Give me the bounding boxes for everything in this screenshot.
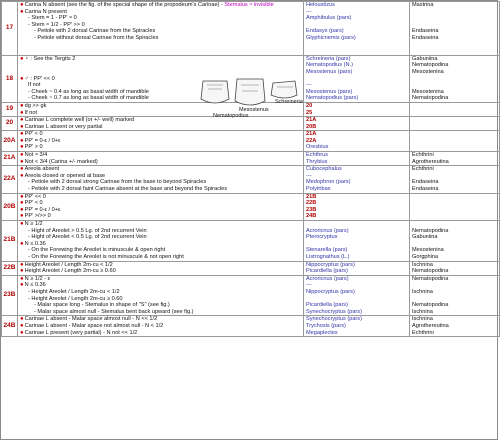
- genus-name: [306, 296, 407, 303]
- key-row: [2, 316, 500, 337]
- tribe-name: Ischnina: [412, 288, 433, 295]
- genus-cell: [304, 2, 410, 56]
- genus-name: Pterocryptus: [306, 234, 338, 241]
- description-text: - Malar space almost null - Stemalus bent back upward (see fig.): [34, 308, 194, 315]
- description-text: Areola closed or opened at base: [24, 172, 106, 179]
- description-text: - Malar space long - Stemalus in shape of "S" (see fig.): [34, 302, 170, 309]
- couplet-number: 24B: [2, 316, 18, 337]
- key-row: [2, 261, 500, 275]
- genus-name: Medophron (pars): [306, 179, 351, 186]
- description-text: - Stem = 1 - PP' ≈ 0: [28, 15, 77, 22]
- schreineria-figure: [271, 81, 297, 98]
- description-text: ♀ : See the Tergits 2: [24, 55, 76, 62]
- couplet-description: [18, 117, 304, 131]
- bullet-icon: ●: [20, 137, 24, 144]
- bullet-icon: ●: [20, 172, 24, 179]
- couplet-number: 21A: [2, 152, 18, 166]
- key-row: [2, 275, 500, 316]
- description-line: [20, 276, 301, 283]
- description-line: [20, 28, 301, 35]
- tribe-name: [412, 48, 497, 55]
- bullet-icon: ●: [20, 221, 24, 227]
- description-text: If not: [24, 109, 38, 116]
- description-line: [20, 173, 301, 180]
- bullet-icon: ●: [20, 2, 24, 8]
- description-line: [20, 2, 301, 9]
- description-text: - Petiole with 2 dorsal Carinae from the Spiracles: [34, 28, 156, 35]
- key-row: [2, 193, 500, 220]
- description-line: [20, 159, 301, 166]
- genus-name: Endasys (pars): [306, 28, 344, 35]
- genus-name: ---: [306, 82, 312, 89]
- description-line: [20, 221, 301, 228]
- description-text: ♂ : PP' << 0: [24, 75, 55, 82]
- tribe-name: Endaseina: [412, 179, 439, 186]
- tribe-name: [412, 200, 497, 207]
- genus-cell: [304, 55, 410, 102]
- mesostenus-figure: [235, 79, 265, 105]
- genus-name: Cubocephalus: [306, 166, 342, 173]
- description-text: Not < 3/4 (Carina +/- marked): [24, 158, 98, 165]
- description-text: Carinae L absent - Malar space not almost null - N < 1/2: [24, 322, 164, 329]
- couplet-number: 20A: [2, 131, 18, 152]
- description-text: - Petiole with 2 dorsal strong Carinae from the base to beyond Spiracles: [28, 179, 207, 186]
- genus-name: Acroricnus (pars): [306, 227, 349, 234]
- description-line: [20, 144, 301, 151]
- description-line: [20, 330, 301, 337]
- genus-cell: [304, 261, 410, 275]
- genus-name: Nippocryptus (pars): [306, 288, 355, 295]
- genus-name: [306, 221, 407, 228]
- bullet-icon: ●: [20, 200, 24, 207]
- tribe-name: Nematopodina: [412, 302, 449, 309]
- couplet-description: [18, 275, 304, 316]
- tribe-name: Gorgphina: [412, 253, 439, 260]
- description-line: [20, 200, 301, 207]
- tribe-name: [412, 82, 497, 89]
- description-line: [20, 234, 301, 241]
- genus-cell: [304, 221, 410, 262]
- description-text: Height Areolet / Length 2m-cu ≥ 0.60: [24, 268, 116, 275]
- goto-couplet-link[interactable]: 20B: [306, 123, 317, 130]
- description-line: [20, 166, 301, 173]
- key-row: [2, 221, 500, 262]
- bullet-icon: ●: [20, 152, 24, 159]
- tribe-name: [412, 124, 497, 131]
- description-text: - On the Forewing the Areolet is minuscule & open right: [28, 247, 166, 254]
- tribe-cell: [410, 55, 500, 102]
- genus-name: ---: [306, 8, 312, 15]
- couplet-number: 17: [2, 2, 18, 56]
- tribe-name: Mesostenina: [412, 68, 444, 75]
- couplet-description: [18, 193, 304, 220]
- description-text: Not ≈ 3/4: [24, 152, 48, 159]
- key-row: [2, 117, 500, 131]
- description-text: Carinae L present (very partial) - N not << 1/2: [24, 329, 138, 336]
- tribe-name: Ischnina: [412, 261, 433, 268]
- tribe-name: Echthrini: [412, 329, 434, 336]
- tribe-cell: [410, 152, 500, 166]
- description-text: - On the Forewing the Areolet is not minuscule & not open right: [28, 253, 184, 260]
- bullet-icon: ●: [20, 316, 24, 323]
- genus-name: Synechocryptus (pars): [306, 316, 362, 323]
- bullet-icon: ●: [20, 213, 24, 220]
- description-text: - Petiole with 2 dorsal faint Carinae absent at the base and beyond the Spiracles: [28, 186, 228, 193]
- tribe-name: Echthrini: [412, 152, 434, 159]
- genus-name: Schreineria (pars): [306, 55, 351, 62]
- description-line: [20, 42, 301, 49]
- tribe-name: [412, 76, 497, 83]
- couplet-number: 23B: [2, 275, 18, 316]
- genus-name: Mesostenus (pars): [306, 88, 353, 95]
- goto-couplet-link[interactable]: 22A: [306, 137, 317, 144]
- couplet-description: [18, 221, 304, 262]
- tribe-name: Endaseina: [412, 186, 439, 193]
- goto-couplet-link[interactable]: 25: [306, 109, 313, 116]
- description-text: dg >> gk: [24, 102, 47, 109]
- genus-cell: [304, 166, 410, 193]
- description-line: [20, 316, 301, 323]
- genus-name: [306, 48, 407, 55]
- description-text: N ≤ 0.36: [24, 282, 46, 289]
- genus-name: Nematopodius (pars): [306, 95, 359, 102]
- description-line: [20, 323, 301, 330]
- couplet-number: 22A: [2, 166, 18, 193]
- tribe-cell: [410, 316, 500, 337]
- genus-name: ---: [306, 282, 312, 289]
- tribe-name: [412, 138, 497, 145]
- genus-name: Glyphicnemis (pars): [306, 34, 356, 41]
- tribe-name: [412, 296, 497, 303]
- tribe-name: [412, 103, 497, 110]
- tribe-name: Echthrini: [412, 166, 434, 173]
- genus-name: Picardiella (pars): [306, 302, 348, 309]
- description-text: - Petiole without dorsal Carinae from the Spiracles: [34, 34, 159, 41]
- bullet-icon: ●: [20, 268, 24, 275]
- description-line: [20, 62, 301, 69]
- tribe-name: [412, 110, 497, 117]
- genus-name: [306, 22, 407, 29]
- bullet-icon: ●: [20, 206, 24, 213]
- tribe-name: Mesostenina: [412, 88, 444, 95]
- tribe-name: [412, 282, 497, 289]
- bullet-icon: ●: [20, 102, 24, 109]
- description-text: PP' >/>> 0: [24, 213, 51, 220]
- couplet-description: [18, 261, 304, 275]
- genus-cell: [304, 316, 410, 337]
- genus-name: Thrybius: [306, 158, 328, 165]
- description-text: N ≤ 0.36: [24, 240, 46, 247]
- key-row: [2, 166, 500, 193]
- tribe-name: [412, 207, 497, 214]
- bullet-icon: ●: [20, 240, 24, 247]
- tribe-name: Endaseina: [412, 28, 439, 35]
- bullet-icon: ●: [20, 193, 24, 200]
- bullet-icon: ●: [20, 322, 24, 329]
- tribe-name: Agrothereutina: [412, 322, 449, 329]
- description-line: [20, 247, 301, 254]
- key-table: [1, 1, 500, 337]
- couplet-number: 20B: [2, 193, 18, 220]
- bullet-icon: ●: [20, 275, 24, 282]
- couplet-number: 22B: [2, 261, 18, 275]
- tribe-name: [412, 241, 497, 248]
- bullet-icon: ●: [20, 131, 24, 138]
- description-line: [20, 282, 301, 289]
- tribe-cell: [410, 166, 500, 193]
- genus-name: Acroricnus (pars): [306, 275, 349, 282]
- description-line: [20, 48, 301, 55]
- description-line: [20, 138, 301, 145]
- description-line: [20, 254, 301, 261]
- description-line: [20, 302, 301, 309]
- description-text: - Hight of Areolet > 0.5 Lg. of 2nd recurrent Vein: [28, 227, 147, 234]
- description-text: Carinae L absent or very partial: [24, 123, 103, 130]
- genus-name: Picardiella (pars): [306, 268, 348, 275]
- bullet-icon: ●: [20, 8, 24, 15]
- tribe-cell: [410, 102, 500, 116]
- genus-name: [306, 76, 407, 83]
- genus-cell: [304, 275, 410, 316]
- tribe-name: [412, 9, 497, 16]
- tribe-name: Agrothereutina: [412, 158, 449, 165]
- description-line: [20, 179, 301, 186]
- tribe-cell: [410, 2, 500, 56]
- description-line: [20, 69, 301, 76]
- description-line: [20, 9, 301, 16]
- description-line: [20, 194, 301, 201]
- bullet-icon: ●: [20, 166, 24, 173]
- genus-name: Listrognathus (L.): [306, 253, 350, 260]
- description-text: Height Areolet / Length 2m-cu < 1/2: [24, 261, 113, 268]
- description-line: [20, 241, 301, 248]
- description-text: Carinae L complete well (or +/- well) marked: [24, 117, 135, 124]
- goto-couplet-link[interactable]: 21B: [306, 193, 317, 200]
- genus-cell: [304, 102, 410, 116]
- tribe-cell: [410, 275, 500, 316]
- couplet-description: [18, 131, 304, 152]
- genus-name: Oresbius: [306, 144, 329, 151]
- description-text: - Cheek ~ 0.7 as long as basal width of mandible: [28, 95, 149, 102]
- tribe-name: [412, 173, 497, 180]
- key-row: [2, 152, 500, 166]
- description-text: Carina N absent (see the fig. of the special shape of the propodeum's Carinae) -: [24, 2, 225, 8]
- figure-label-schreineria: Schreineria: [275, 99, 303, 105]
- description-line: [20, 131, 301, 138]
- couplet-number: 18: [2, 55, 18, 102]
- genus-name: [306, 42, 407, 49]
- tribe-name: Gabuniina: [412, 55, 438, 62]
- genus-name: Megaplectes: [306, 329, 338, 336]
- description-line: [20, 289, 301, 296]
- couplet-number: 20: [2, 117, 18, 131]
- tribe-cell: [410, 261, 500, 275]
- bullet-icon: ●: [20, 282, 24, 289]
- tribe-name: Nematopodina: [412, 62, 449, 69]
- tribe-name: [412, 131, 497, 138]
- bullet-icon: ●: [20, 329, 24, 336]
- description-line: [20, 213, 301, 220]
- description-line: [20, 268, 301, 275]
- description-line: [20, 228, 301, 235]
- tribe-name: Mastrina: [412, 2, 434, 8]
- description-text: Areola absent: [24, 166, 60, 173]
- genus-name: Stenarella (pars): [306, 247, 348, 254]
- tribe-name: [412, 15, 497, 22]
- description-line: [20, 56, 301, 63]
- genus-cell: [304, 152, 410, 166]
- tribe-name: Endaseina: [412, 34, 439, 41]
- tribe-cell: [410, 193, 500, 220]
- tribe-name: [412, 42, 497, 49]
- figure-label-mesostenus: Mesostenus: [239, 107, 269, 113]
- genus-name: Trychosis (pars): [306, 322, 346, 329]
- genus-name: Nippocryptus (pars): [306, 261, 355, 268]
- description-text: - Hight of Areolet < 0.5 Lg. of 2nd recurrent Vein: [28, 234, 147, 241]
- description-text: - Height Areolet / Length 2m-cu ≥ 0.60: [28, 295, 123, 302]
- bullet-icon: ●: [20, 109, 24, 116]
- goto-couplet-link[interactable]: 21A: [306, 131, 317, 138]
- bullet-icon: ●: [20, 123, 24, 130]
- tribe-cell: [410, 221, 500, 262]
- description-text: PP' < 0: [24, 200, 43, 207]
- goto-couplet-link[interactable]: 21A: [306, 117, 317, 124]
- description-text: Carinae L absent - Malar space almost null - N << 1/2: [24, 316, 158, 323]
- description-line: [20, 262, 301, 269]
- bullet-icon: ●: [20, 55, 24, 62]
- bullet-icon: ●: [20, 117, 24, 124]
- description-line: [20, 124, 301, 131]
- genus-cell: [304, 193, 410, 220]
- key-row: [2, 2, 500, 56]
- description-text: N ≥ 1/2: [24, 221, 43, 227]
- tribe-name: Mesostenina: [412, 247, 444, 254]
- description-line: [20, 35, 301, 42]
- couplet-number: 19: [2, 102, 18, 116]
- genus-name: [306, 241, 407, 248]
- goto-couplet-link[interactable]: 24B: [306, 213, 317, 220]
- tribe-name: Nematopodina: [412, 227, 449, 234]
- genus-name: ---: [306, 172, 312, 179]
- tribe-name: Ischnina: [412, 316, 433, 323]
- bullet-icon: ●: [20, 75, 24, 82]
- bullet-icon: ●: [20, 144, 24, 151]
- description-line: [20, 152, 301, 159]
- key-row: [2, 131, 500, 152]
- tribe-cell: [410, 117, 500, 131]
- couplet-description: [18, 166, 304, 193]
- genus-name: Amphibulus (pars): [306, 15, 352, 22]
- description-text: N ≥ 1/2 - ε: [24, 275, 51, 282]
- tribe-name: [412, 194, 497, 201]
- tribe-cell: [410, 131, 500, 152]
- tribe-name: [412, 117, 497, 124]
- tribe-name: [412, 221, 497, 228]
- description-line: [20, 309, 301, 316]
- figure-label-nematopodius: Nematopodius: [213, 113, 249, 119]
- tribe-name: Nematopodina: [412, 275, 449, 282]
- goto-couplet-link[interactable]: 23B: [306, 206, 317, 213]
- description-text: PP' << 0: [24, 193, 46, 200]
- description-text: - Cheek ~ 0.4 as long as basal width of mandible: [28, 88, 149, 95]
- genus-name: Synechocryptus (pars): [306, 308, 362, 315]
- genus-name: Echthrus: [306, 152, 329, 159]
- genus-name: Mesostenus (pars): [306, 68, 353, 75]
- couplet-number: 21B: [2, 221, 18, 262]
- description-text: - Height Areolet / Length 2m-cu < 1/2: [28, 288, 120, 295]
- description-text: - Stem ≈ 1/2 - PP' >> 0: [28, 21, 85, 28]
- couplet-description: [18, 152, 304, 166]
- description-line: [20, 22, 301, 29]
- highlight-text: Stemalus ≈ invisible: [224, 2, 274, 8]
- description-text: If not: [28, 82, 41, 89]
- description-line: [20, 186, 301, 193]
- genus-cell: [304, 131, 410, 152]
- tribe-name: [412, 144, 497, 151]
- genus-name: Heloustizus: [306, 2, 335, 8]
- description-text: PP' = 0-ε / 0+ε: [24, 206, 61, 213]
- genus-name: Polytribax: [306, 186, 331, 193]
- description-text: PP' > 0: [24, 144, 43, 151]
- nematopodius-figure: [201, 81, 229, 103]
- description-line: [20, 296, 301, 303]
- bullet-icon: ●: [20, 261, 24, 268]
- tribe-name: Ischnina: [412, 308, 433, 315]
- couplet-description: [18, 316, 304, 337]
- genus-name: Nematopodius (N.): [306, 62, 353, 69]
- description-text: Carina N present: [24, 8, 67, 15]
- tribe-name: Nematopodina: [412, 95, 449, 102]
- description-line: [20, 15, 301, 22]
- bullet-icon: ●: [20, 158, 24, 165]
- goto-couplet-link[interactable]: 22B: [306, 200, 317, 207]
- description-text: PP' < 0: [24, 131, 43, 138]
- description-text: PP' = 0-ε / 0+ε: [24, 137, 61, 144]
- description-line: [20, 207, 301, 214]
- genus-cell: [304, 117, 410, 131]
- key-table-body: [2, 2, 500, 337]
- tribe-name: [412, 22, 497, 29]
- tribe-name: Nematopodina: [412, 268, 449, 275]
- tribe-name: Gabuniina: [412, 234, 438, 241]
- tribe-name: [412, 213, 497, 220]
- couplet-description: [18, 2, 304, 56]
- goto-couplet-link[interactable]: 20: [306, 102, 313, 109]
- description-line: [20, 117, 301, 124]
